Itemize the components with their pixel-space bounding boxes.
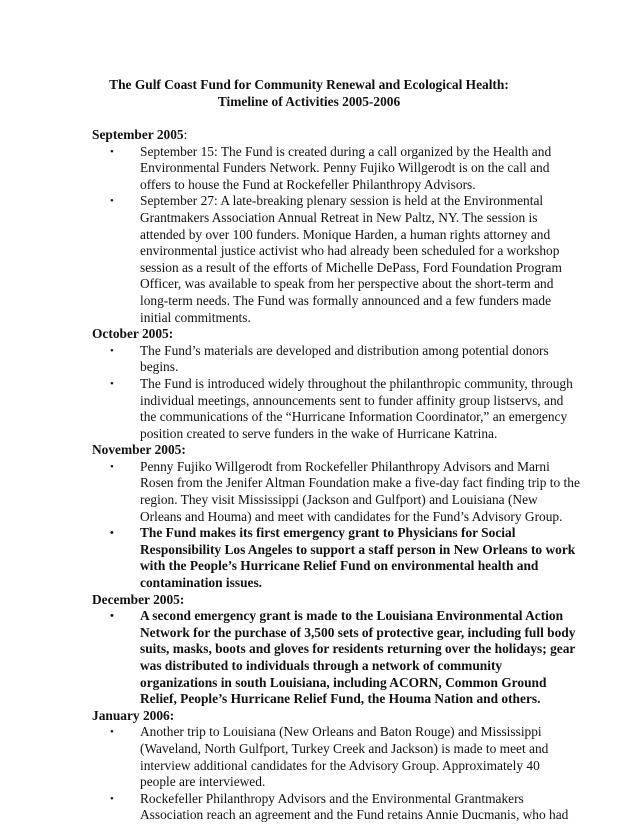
item-text-line: Environmental Funders Network. Penny Fujiko Willgerodt is on the call and (140, 160, 550, 176)
month-heading (92, 592, 592, 609)
item-text-line: The Fund is introduced widely throughout the philanthropic community, through (140, 375, 573, 391)
item-text-line: Grantmakers Association Annual Retreat in New Paltz, NY. The session is (140, 209, 538, 225)
month-label: November 2005: (92, 442, 186, 458)
item-text-line: offers to house the Fund at Rockefeller Philanthropy Advisors. (140, 176, 476, 192)
month-label: October 2005: (92, 326, 174, 342)
item-text-line: environmental justice activist who had already been scheduled for a workshop (140, 243, 560, 259)
item-text-line: interview additional candidates for the Advisory Group. Approximately 40 (140, 757, 540, 773)
bullet-icon: • (110, 344, 114, 357)
document-title (0, 76, 618, 110)
item-text-line: begins. (140, 359, 179, 375)
item-text-line: individual meetings, announcements sent to funder affinity group listservs, and (140, 392, 564, 408)
timeline-item (92, 724, 592, 790)
item-text-line: contamination issues. (140, 575, 263, 591)
item-text-line: session as a result of the efforts of Michelle DePass, Ford Foundation Program (140, 259, 562, 275)
item-text-line: suits, masks, boots and gloves for residents returning over the holidays; gear (140, 641, 576, 657)
item-text-line: Another trip to Louisiana (New Orleans and Baton Rouge) and Mississippi (140, 724, 542, 740)
bullet-icon: • (110, 527, 114, 540)
item-text-line: attended by over 100 funders. Monique Harden, a human rights attorney and (140, 226, 551, 242)
timeline-item (92, 525, 592, 591)
item-text-line: region. They visit Mississippi (Jackson and Gulfport) and Louisiana (New (140, 492, 538, 508)
bullet-icon: • (110, 610, 114, 623)
item-text-line: A second emergency grant is made to the Louisiana Environmental Action (140, 608, 564, 624)
bullet-icon: • (110, 792, 114, 805)
month-heading (92, 127, 592, 144)
item-text-line: Relief, People’s Hurricane Relief Fund, the Houma Nation and others. (140, 691, 541, 707)
item-text-line: The Fund’s materials are developed and distribution among potential donors (140, 342, 549, 358)
item-text-line: long-term needs. The Fund was formally announced and a few funders made (140, 292, 552, 308)
timeline-item (92, 791, 592, 824)
timeline-item (92, 193, 592, 326)
item-text-line: Officer, was available to speak from her perspective about the short-term and (140, 276, 554, 292)
item-text-line: Rosen from the Jenifer Altman Foundation make a five-day fact finding trip to the (140, 475, 580, 491)
item-text-line: (Waveland, North Gulfport, Turkey Creek and Jackson) is made to meet and (140, 740, 549, 756)
timeline-item (92, 144, 592, 194)
item-text-line: with the People’s Hurricane Relief Fund on environmental health and (140, 558, 539, 574)
month-label: January 2006: (92, 707, 175, 723)
bullet-icon: • (110, 195, 114, 208)
item-text-line: Penny Fujiko Willgerodt from Rockefeller Philanthropy Advisors and Marni (140, 458, 550, 474)
item-text-line: was distributed to individuals through a network of community (140, 658, 503, 673)
bullet-icon: • (110, 726, 114, 739)
item-text-line: Rockefeller Philanthropy Advisors and the Environmental Grantmakers (140, 790, 524, 806)
item-text-line: organizations in south Louisiana, including ACORN, Common Ground (140, 674, 547, 690)
month-suffix: : (183, 127, 188, 142)
item-text-line: people are interviewed. (140, 774, 266, 790)
timeline-item (92, 459, 592, 525)
month-heading (92, 442, 592, 459)
document-body (92, 127, 592, 824)
item-text-line: The Fund makes its first emergency grant to Physicians for Social (140, 525, 516, 541)
item-text-line: Network for the purchase of 3,500 sets of protective gear, including full body (140, 624, 576, 640)
item-text-line: Orleans and Houma) and meet with candidates for the Fund’s Advisory Group. (140, 508, 563, 524)
title-line-2: Timeline of Activities 2005-2006 (217, 94, 401, 109)
item-text-line: Responsibility Los Angeles to support a staff person in New Orleans to work (140, 541, 576, 557)
item-text-line: the communications of the “Hurricane Information Coordinator,” an emergency (140, 409, 568, 425)
bullet-icon: • (110, 460, 114, 473)
item-text-line: September 27: A late-breaking plenary session is held at the Environmental (140, 193, 544, 209)
month-label: December 2005: (92, 591, 185, 607)
item-text-line: September 15: The Fund is created during a call organized by the Health and (140, 143, 552, 159)
item-text-line: initial commitments. (140, 309, 251, 325)
month-label: September 2005 (92, 127, 184, 142)
title-line-1: The Gulf Coast Fund for Community Renewal and Ecological Health: (109, 77, 509, 92)
item-text-line: Association reach an agreement and the Fund retains Annie Ducmanis, who had (140, 807, 569, 823)
bullet-icon: • (110, 377, 114, 390)
timeline-item (92, 608, 592, 708)
item-text-line: position created to serve funders in the wake of Hurricane Katrina. (140, 425, 498, 441)
timeline-item (92, 343, 592, 376)
timeline-item (92, 376, 592, 442)
bullet-icon: • (110, 145, 114, 158)
month-heading (92, 708, 592, 725)
month-heading (92, 326, 592, 343)
